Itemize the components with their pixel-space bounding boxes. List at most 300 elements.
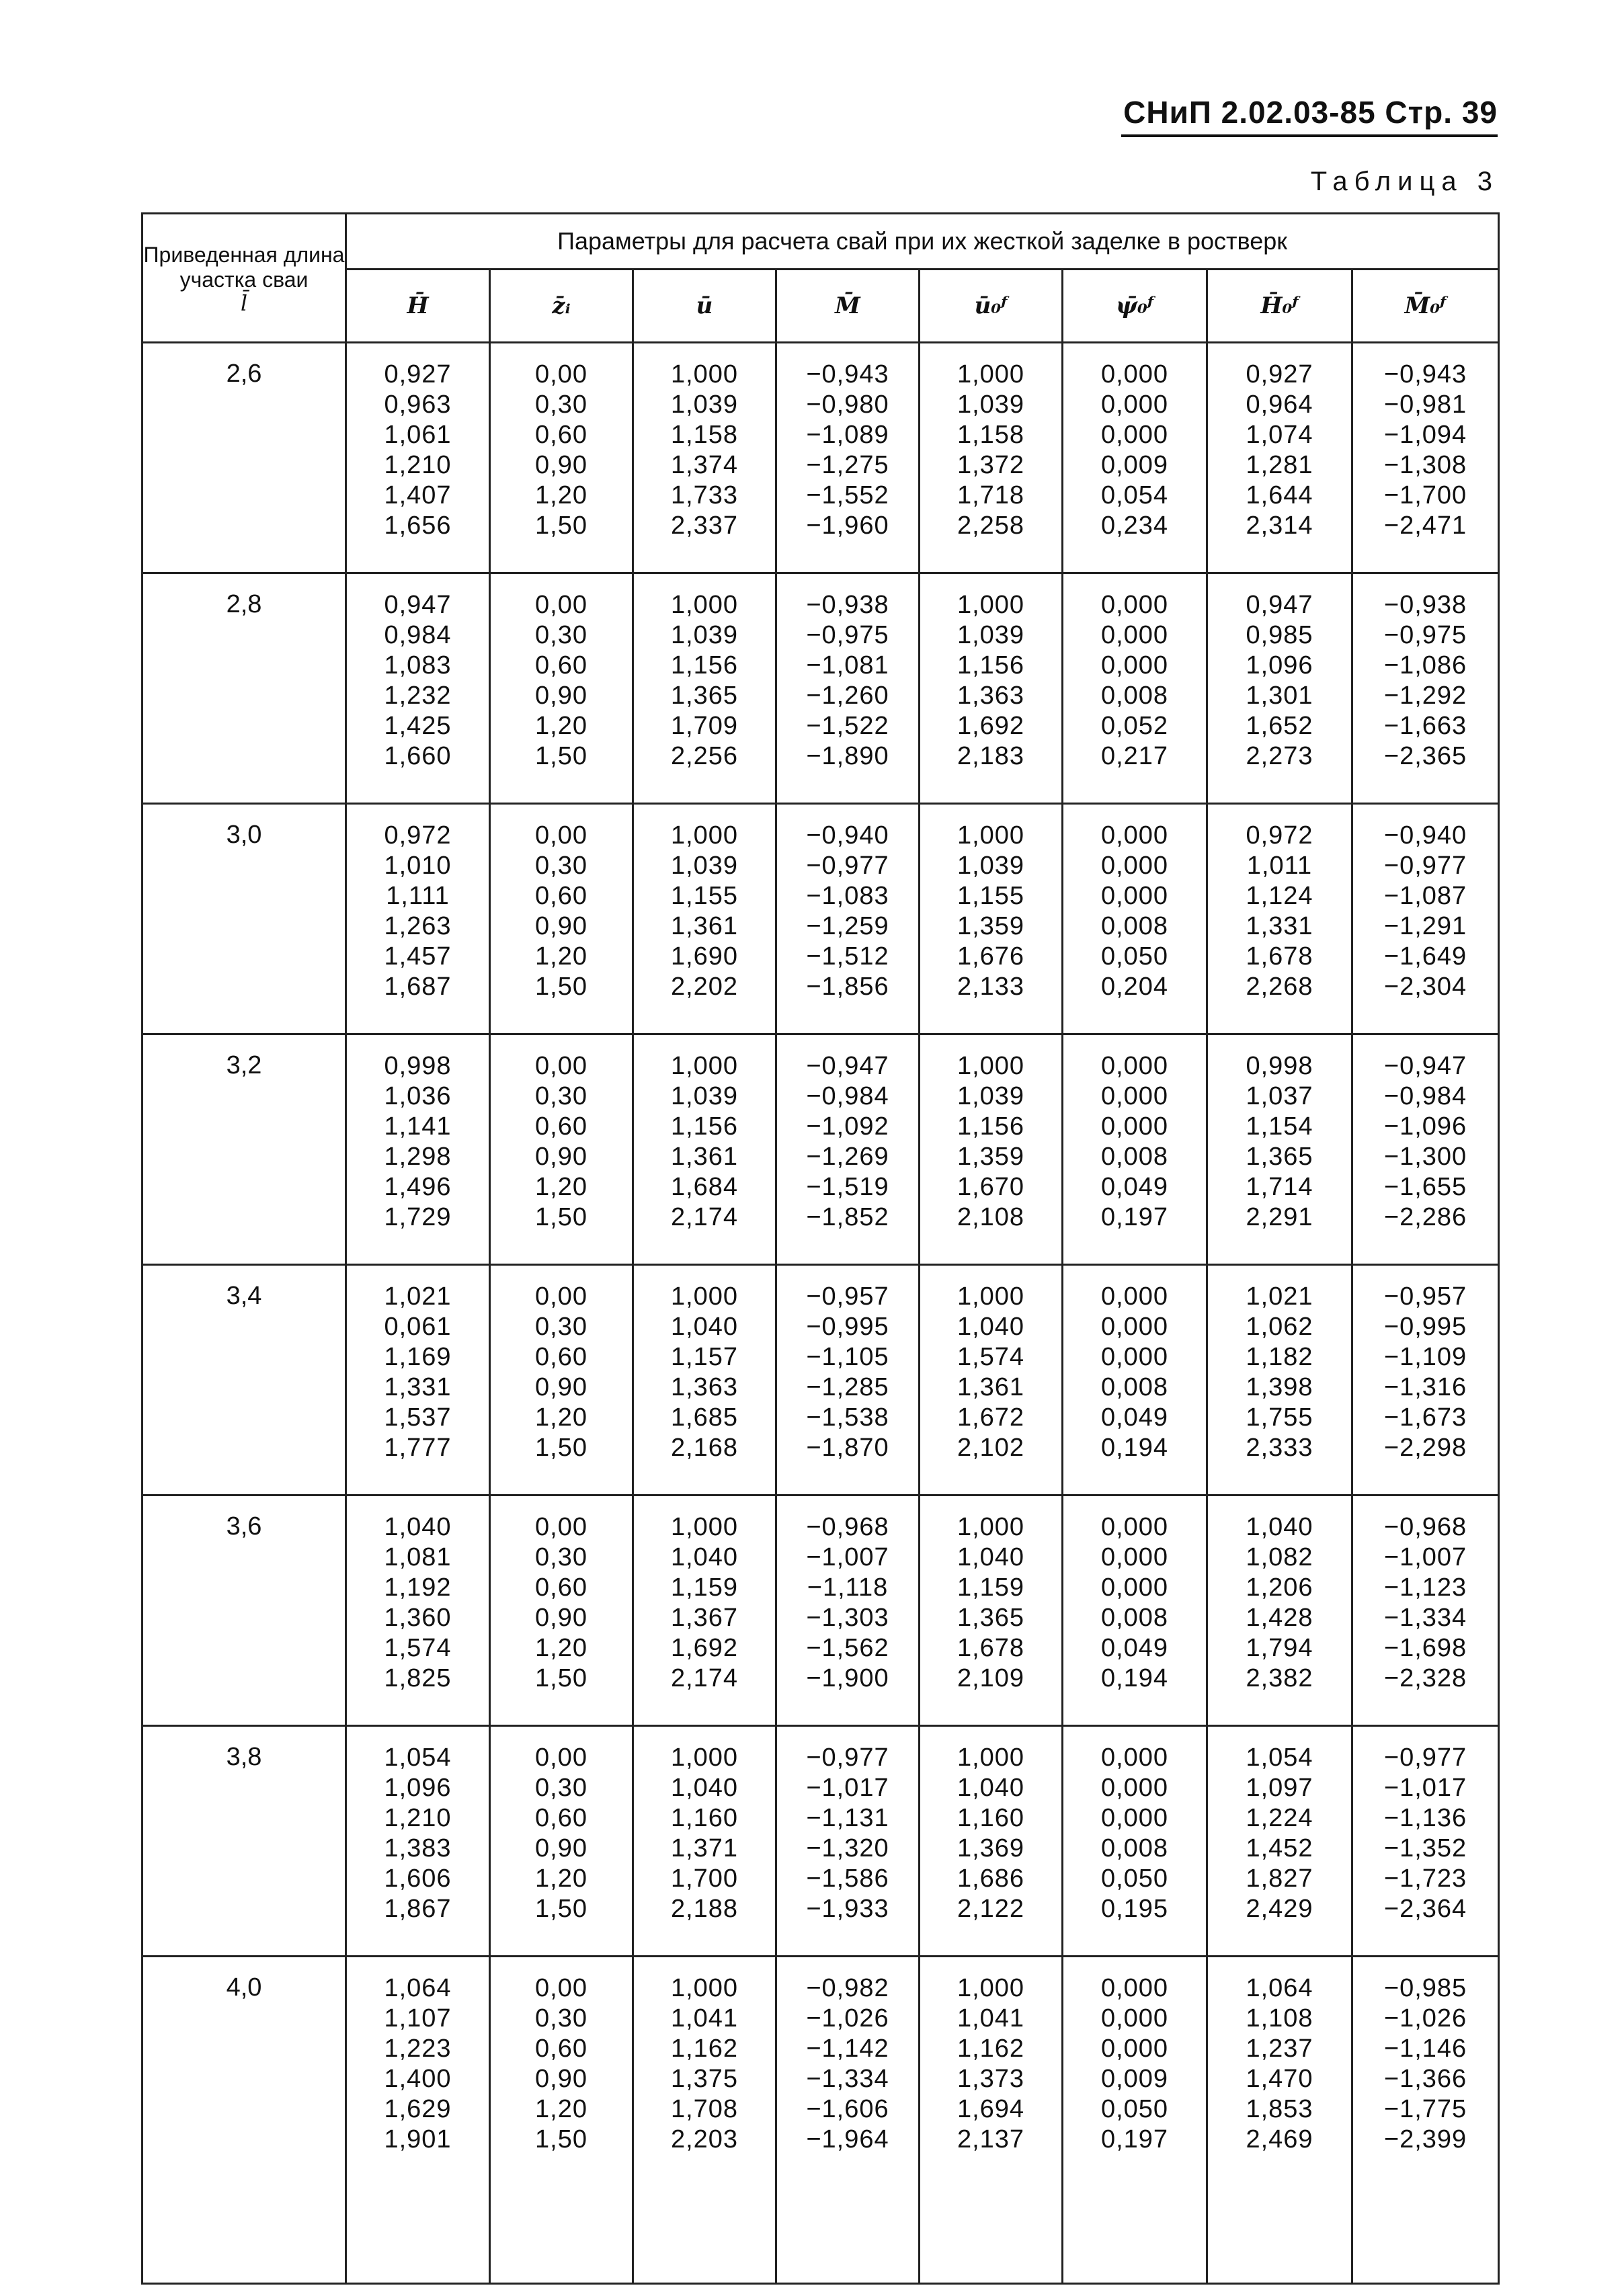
table-value: 1,709 (670, 712, 739, 740)
table-value: 1,223 (384, 2035, 452, 2063)
table-value: −0,985 (1383, 1974, 1467, 2002)
table-value: 1,574 (957, 1343, 1025, 1371)
value-cell (1063, 1957, 1207, 2284)
table-value: −1,118 (807, 1573, 889, 1602)
table-value: 1,374 (670, 451, 739, 479)
table-value: 1,036 (384, 1082, 452, 1110)
table-value: −0,981 (1383, 391, 1467, 419)
table-value: −0,995 (806, 1313, 889, 1341)
table-value: 0,90 (535, 1834, 587, 1862)
table-value: −1,700 (1383, 481, 1467, 509)
table-value: −1,083 (806, 882, 889, 910)
value-cell (1352, 804, 1499, 1034)
table-value: −0,977 (1383, 852, 1467, 880)
table-value: 1,037 (1246, 1082, 1313, 1110)
table-value: −1,900 (806, 1664, 889, 1692)
value-cell (1063, 1726, 1207, 1957)
length-cell: 2,6 (143, 343, 346, 573)
pile-parameters-table (141, 212, 1500, 2285)
table-value: −1,870 (806, 1434, 889, 1462)
value-cell (490, 804, 633, 1034)
table-value: −1,109 (1383, 1343, 1467, 1371)
length-cell: 3,2 (143, 1034, 346, 1265)
table-value: −2,286 (1383, 1203, 1467, 1231)
table-value: 0,00 (535, 360, 587, 388)
table-value: 1,361 (957, 1373, 1025, 1401)
table-value: −1,269 (806, 1143, 889, 1171)
table-value: 0,000 (1100, 1313, 1169, 1341)
table-value: 1,160 (670, 1804, 739, 1832)
value-cell (346, 343, 490, 573)
table-value: −0,984 (1383, 1082, 1467, 1110)
table-value: 1,298 (384, 1143, 452, 1171)
table-value: 1,156 (670, 651, 739, 680)
table-value: −1,017 (1383, 1774, 1467, 1802)
table-value: −1,094 (1383, 421, 1467, 449)
table-value: 1,367 (670, 1604, 739, 1632)
value-cell (490, 1726, 633, 1957)
table-value: 0,050 (1100, 1864, 1169, 1893)
table-value: 0,000 (1100, 1573, 1169, 1602)
table-value: 0,061 (384, 1313, 452, 1341)
value-cell (490, 573, 633, 804)
table-value: 1,162 (957, 2035, 1025, 2063)
table-value: −0,940 (1383, 821, 1467, 850)
value-cell (633, 1726, 776, 1957)
table-value: 1,182 (1246, 1343, 1313, 1371)
table-value: 0,049 (1100, 1634, 1169, 1662)
table-value: −0,980 (806, 391, 889, 419)
value-cell (1063, 1034, 1207, 1265)
param-header: M̄ (776, 270, 920, 343)
table-value: 1,700 (670, 1864, 739, 1893)
table-value: −1,663 (1383, 712, 1467, 740)
value-cell (633, 343, 776, 573)
table-value: −1,300 (1383, 1143, 1467, 1171)
table-value: 0,60 (535, 2035, 587, 2063)
table-value: 1,158 (957, 421, 1025, 449)
table-value: 0,00 (535, 1744, 587, 1772)
table-value: −1,606 (806, 2095, 889, 2123)
table-value: 1,685 (670, 1403, 739, 1432)
table-value: 1,155 (957, 882, 1025, 910)
table-row-group (143, 804, 1499, 1034)
table-value: 1,692 (957, 712, 1025, 740)
value-cell (346, 1034, 490, 1265)
header-rule (1121, 134, 1498, 137)
value-cell (920, 1495, 1063, 1726)
table-value: 2,133 (957, 973, 1025, 1001)
table-value: −1,775 (1383, 2095, 1467, 2123)
table-value: 0,964 (1246, 391, 1313, 419)
table-row-group (143, 1265, 1499, 1495)
table-value: −1,352 (1383, 1834, 1467, 1862)
table-value: 0,052 (1100, 712, 1169, 740)
table-value: 1,50 (535, 1664, 587, 1692)
table-value: −1,538 (806, 1403, 889, 1432)
value-cell (1352, 343, 1499, 573)
table-value: 0,90 (535, 1373, 587, 1401)
table-value: −1,105 (806, 1343, 889, 1371)
table-value: 0,60 (535, 651, 587, 680)
value-cell (1207, 1034, 1352, 1265)
table-value: 1,301 (1246, 682, 1313, 710)
table-value: 1,159 (670, 1573, 739, 1602)
table-value: 0,000 (1100, 1052, 1169, 1080)
table-value: 1,000 (670, 1052, 739, 1080)
value-cell (1207, 1957, 1352, 2284)
value-cell (920, 1265, 1063, 1495)
table-value: −2,328 (1383, 1664, 1467, 1692)
table-value: 1,372 (957, 451, 1025, 479)
table-value: 1,365 (957, 1604, 1025, 1632)
table-value: 0,30 (535, 852, 587, 880)
table-value: 1,400 (384, 2065, 452, 2093)
table-value: 1,124 (1246, 882, 1313, 910)
table-value: −1,933 (806, 1895, 889, 1923)
table-value: −0,982 (806, 1974, 889, 2002)
value-cell (776, 1034, 920, 1265)
table-value: 1,20 (535, 712, 587, 740)
table-value: 0,00 (535, 821, 587, 850)
table-value: 0,000 (1100, 821, 1169, 850)
table-value: 1,064 (1246, 1974, 1313, 2002)
table-value: 0,000 (1100, 2035, 1169, 2063)
table-value: 0,60 (535, 1343, 587, 1371)
table-value: 1,160 (957, 1804, 1025, 1832)
table-value: 1,365 (670, 682, 739, 710)
table-value: −1,649 (1383, 942, 1467, 971)
value-cell (920, 343, 1063, 573)
table-value: 1,154 (1246, 1112, 1313, 1141)
value-cell (1207, 1726, 1352, 1957)
table-value: 1,684 (670, 1173, 739, 1201)
table-value: 1,375 (670, 2065, 739, 2093)
table-value: 0,008 (1100, 682, 1169, 710)
table-value: 1,041 (670, 2004, 739, 2033)
table-value: 1,853 (1246, 2095, 1313, 2123)
table-value: 1,000 (670, 1744, 739, 1772)
length-column-header (143, 214, 346, 343)
table-value: 0,927 (1246, 360, 1313, 388)
table-value: −1,655 (1383, 1173, 1467, 1201)
table-value: −0,947 (806, 1052, 889, 1080)
table-value: −1,320 (806, 1834, 889, 1862)
table-value: 2,109 (957, 1664, 1025, 1692)
table-value: −0,977 (1383, 1744, 1467, 1772)
table-row-group (143, 1495, 1499, 1726)
table-value: −0,938 (1383, 591, 1467, 619)
table-value: 0,00 (535, 1974, 587, 2002)
table-value: 1,365 (1246, 1143, 1313, 1171)
table-value: −1,017 (806, 1774, 889, 1802)
table-value: 0,60 (535, 1573, 587, 1602)
table-value: 0,998 (1246, 1052, 1313, 1080)
table-value: 1,20 (535, 942, 587, 971)
table-value: 1,210 (384, 451, 452, 479)
value-cell (920, 1034, 1063, 1265)
table-value: 0,000 (1100, 1543, 1169, 1571)
param-header: H̄ (346, 270, 490, 343)
table-value: 1,000 (957, 360, 1025, 388)
table-value: 1,373 (957, 2065, 1025, 2093)
table-value: 1,867 (384, 1895, 452, 1923)
table-value: 0,009 (1100, 2065, 1169, 2093)
table-value: 2,333 (1246, 1434, 1313, 1462)
table-value: −1,259 (806, 912, 889, 940)
table-value: 1,039 (957, 1082, 1025, 1110)
table-value: −0,975 (1383, 621, 1467, 649)
value-cell (490, 343, 633, 573)
table-value: 1,210 (384, 1804, 452, 1832)
table-value: 1,192 (384, 1573, 452, 1602)
value-cell (633, 573, 776, 804)
table-value: 1,206 (1246, 1573, 1313, 1602)
table-value: 1,041 (957, 2004, 1025, 2033)
table-value: 0,60 (535, 882, 587, 910)
table-value: 0,00 (535, 1282, 587, 1311)
table-value: 0,234 (1100, 511, 1169, 540)
table-value: 1,50 (535, 1434, 587, 1462)
table-value: 1,011 (1246, 852, 1313, 880)
table-value: 2,469 (1246, 2125, 1313, 2154)
value-cell (633, 1034, 776, 1265)
table-value: 2,258 (957, 511, 1025, 540)
table-value: 1,108 (1246, 2004, 1313, 2033)
table-value: −2,471 (1383, 511, 1467, 540)
table-value: 1,777 (384, 1434, 452, 1462)
table-value: 1,039 (670, 852, 739, 880)
table-value: 1,470 (1246, 2065, 1313, 2093)
table-caption: Таблица 3 (1310, 167, 1499, 196)
table-value: 0,000 (1100, 1282, 1169, 1311)
value-cell (346, 1265, 490, 1495)
table-value: −1,334 (1383, 1604, 1467, 1632)
value-cell (1207, 804, 1352, 1034)
table-value: 1,039 (670, 1082, 739, 1110)
table-value: 2,382 (1246, 1664, 1313, 1692)
value-cell (776, 573, 920, 804)
table-value: 0,000 (1100, 1343, 1169, 1371)
table-value: 1,452 (1246, 1834, 1313, 1862)
table-value: −1,146 (1383, 2035, 1467, 2063)
param-header: ψ̄₀ᶠ (1063, 270, 1207, 343)
length-cell: 3,4 (143, 1265, 346, 1495)
table-value: 2,203 (670, 2125, 739, 2154)
table-value: 1,678 (957, 1634, 1025, 1662)
table-value: 1,162 (670, 2035, 739, 2063)
param-header: H̄₀ᶠ (1207, 270, 1352, 343)
table-value: 1,039 (957, 852, 1025, 880)
table-value: 1,061 (384, 421, 452, 449)
table-value: 1,50 (535, 1203, 587, 1231)
length-cell: 3,0 (143, 804, 346, 1034)
table-value: 1,000 (957, 1513, 1025, 1541)
table-value: 0,000 (1100, 1112, 1169, 1141)
param-header: z̄ᵢ (490, 270, 633, 343)
table-value: −1,087 (1383, 882, 1467, 910)
value-cell (633, 1495, 776, 1726)
table-value: 0,30 (535, 1082, 587, 1110)
table-value: −0,968 (1383, 1513, 1467, 1541)
length-cell: 2,8 (143, 573, 346, 804)
table-row-group (143, 573, 1499, 804)
table-value: 1,794 (1246, 1634, 1313, 1662)
value-cell (920, 1957, 1063, 2284)
table-value: 1,040 (670, 1543, 739, 1571)
table-value: 0,049 (1100, 1173, 1169, 1201)
table-value: −0,943 (806, 360, 889, 388)
table-value: 0,30 (535, 2004, 587, 2033)
table-value: −0,947 (1383, 1052, 1467, 1080)
table-value: 2,108 (957, 1203, 1025, 1231)
table-value: 1,361 (670, 1143, 739, 1171)
table-value: −0,957 (806, 1282, 889, 1311)
table-value: 1,054 (384, 1744, 452, 1772)
table-value: 1,156 (957, 651, 1025, 680)
value-cell (776, 1726, 920, 1957)
table-value: −1,723 (1383, 1864, 1467, 1893)
table-value: 1,50 (535, 742, 587, 770)
table-value: 0,008 (1100, 1143, 1169, 1171)
table-value: 2,256 (670, 742, 739, 770)
table-value: 0,972 (1246, 821, 1313, 850)
value-cell (920, 804, 1063, 1034)
length-column-label: Приведенная длина участка сваи (143, 242, 345, 292)
table-value: 1,000 (670, 1282, 739, 1311)
table-value: 0,972 (384, 821, 452, 850)
table-value: 0,00 (535, 591, 587, 619)
table-value: 1,20 (535, 2095, 587, 2123)
table-value: 1,040 (957, 1774, 1025, 1802)
value-cell (346, 1495, 490, 1726)
table-value: 0,90 (535, 2065, 587, 2093)
table-value: 1,50 (535, 2125, 587, 2154)
table-value: −1,366 (1383, 2065, 1467, 2093)
table-value: 1,678 (1246, 942, 1313, 971)
table-value: −1,292 (1383, 682, 1467, 710)
table-value: 0,90 (535, 1143, 587, 1171)
table-value: 1,039 (670, 391, 739, 419)
table-value: 1,083 (384, 651, 452, 680)
table-value: 1,040 (670, 1313, 739, 1341)
table-value: −1,007 (806, 1543, 889, 1571)
table-value: 1,000 (957, 1282, 1025, 1311)
table-value: 1,021 (1246, 1282, 1313, 1311)
table-value: −1,552 (806, 481, 889, 509)
value-cell (776, 1495, 920, 1726)
table-value: 1,901 (384, 2125, 452, 2154)
table-value: 1,039 (957, 621, 1025, 649)
table-value: 0,90 (535, 1604, 587, 1632)
table-value: 1,159 (957, 1573, 1025, 1602)
table-value: 1,644 (1246, 481, 1313, 509)
table-value: 1,040 (1246, 1513, 1313, 1541)
table-value: 0,985 (1246, 621, 1313, 649)
value-cell (776, 343, 920, 573)
table-value: 1,660 (384, 742, 452, 770)
table-value: 1,107 (384, 2004, 452, 2033)
table-value: −1,136 (1383, 1804, 1467, 1832)
table-value: 1,708 (670, 2095, 739, 2123)
table-value: 1,081 (384, 1543, 452, 1571)
table-value: 1,157 (670, 1343, 739, 1371)
table-value: −1,673 (1383, 1403, 1467, 1432)
value-cell (633, 804, 776, 1034)
table-value: 0,217 (1100, 742, 1169, 770)
table-value: 1,457 (384, 942, 452, 971)
value-cell (1063, 804, 1207, 1034)
value-cell (1063, 1265, 1207, 1495)
value-cell (1063, 343, 1207, 573)
table-value: 1,097 (1246, 1774, 1313, 1802)
table-value: 1,096 (1246, 651, 1313, 680)
table-value: 1,000 (670, 591, 739, 619)
value-cell (776, 804, 920, 1034)
table-value: 0,947 (384, 591, 452, 619)
table-value: 1,000 (957, 821, 1025, 850)
table-value: 0,000 (1100, 852, 1169, 880)
table-value: 0,90 (535, 682, 587, 710)
table-value: 0,000 (1100, 651, 1169, 680)
table-value: 2,102 (957, 1434, 1025, 1462)
table-value: 1,656 (384, 511, 452, 540)
table-value: 1,021 (384, 1282, 452, 1311)
table-value: 0,000 (1100, 1744, 1169, 1772)
table-value: 1,359 (957, 1143, 1025, 1171)
table-value: 0,008 (1100, 1834, 1169, 1862)
table-value: 0,008 (1100, 1604, 1169, 1632)
table-value: 1,039 (670, 621, 739, 649)
table-value: 0,050 (1100, 2095, 1169, 2123)
table-value: −1,303 (806, 1604, 889, 1632)
table-value: 1,755 (1246, 1403, 1313, 1432)
table-value: 1,629 (384, 2095, 452, 2123)
value-cell (633, 1957, 776, 2284)
table-value: 1,232 (384, 682, 452, 710)
param-header: ū₀ᶠ (920, 270, 1063, 343)
table-value: −1,308 (1383, 451, 1467, 479)
table-value: 1,50 (535, 1895, 587, 1923)
table-value: 0,90 (535, 912, 587, 940)
value-cell (1352, 1957, 1499, 2284)
table-value: 1,20 (535, 481, 587, 509)
table-value: −1,007 (1383, 1543, 1467, 1571)
table-value: 1,398 (1246, 1373, 1313, 1401)
table-value: −1,026 (806, 2004, 889, 2033)
value-cell (1063, 573, 1207, 804)
table-value: 1,040 (957, 1543, 1025, 1571)
table-value: 2,202 (670, 973, 739, 1001)
table-value: 1,000 (670, 821, 739, 850)
table-value: 1,690 (670, 942, 739, 971)
table-value: 1,010 (384, 852, 452, 880)
table-value: 1,263 (384, 912, 452, 940)
value-cell (776, 1957, 920, 2284)
table-value: −0,977 (806, 1744, 889, 1772)
table-value: 1,574 (384, 1634, 452, 1662)
table-value: 1,054 (1246, 1744, 1313, 1772)
value-cell (1207, 1495, 1352, 1726)
table-value: 1,425 (384, 712, 452, 740)
table-value: −1,519 (806, 1173, 889, 1201)
table-value: 1,111 (386, 882, 450, 910)
table-value: −0,968 (806, 1513, 889, 1541)
table-value: 1,50 (535, 511, 587, 540)
table-value: 2,268 (1246, 973, 1313, 1001)
table-value: −1,131 (806, 1804, 889, 1832)
table-value: 0,30 (535, 1313, 587, 1341)
